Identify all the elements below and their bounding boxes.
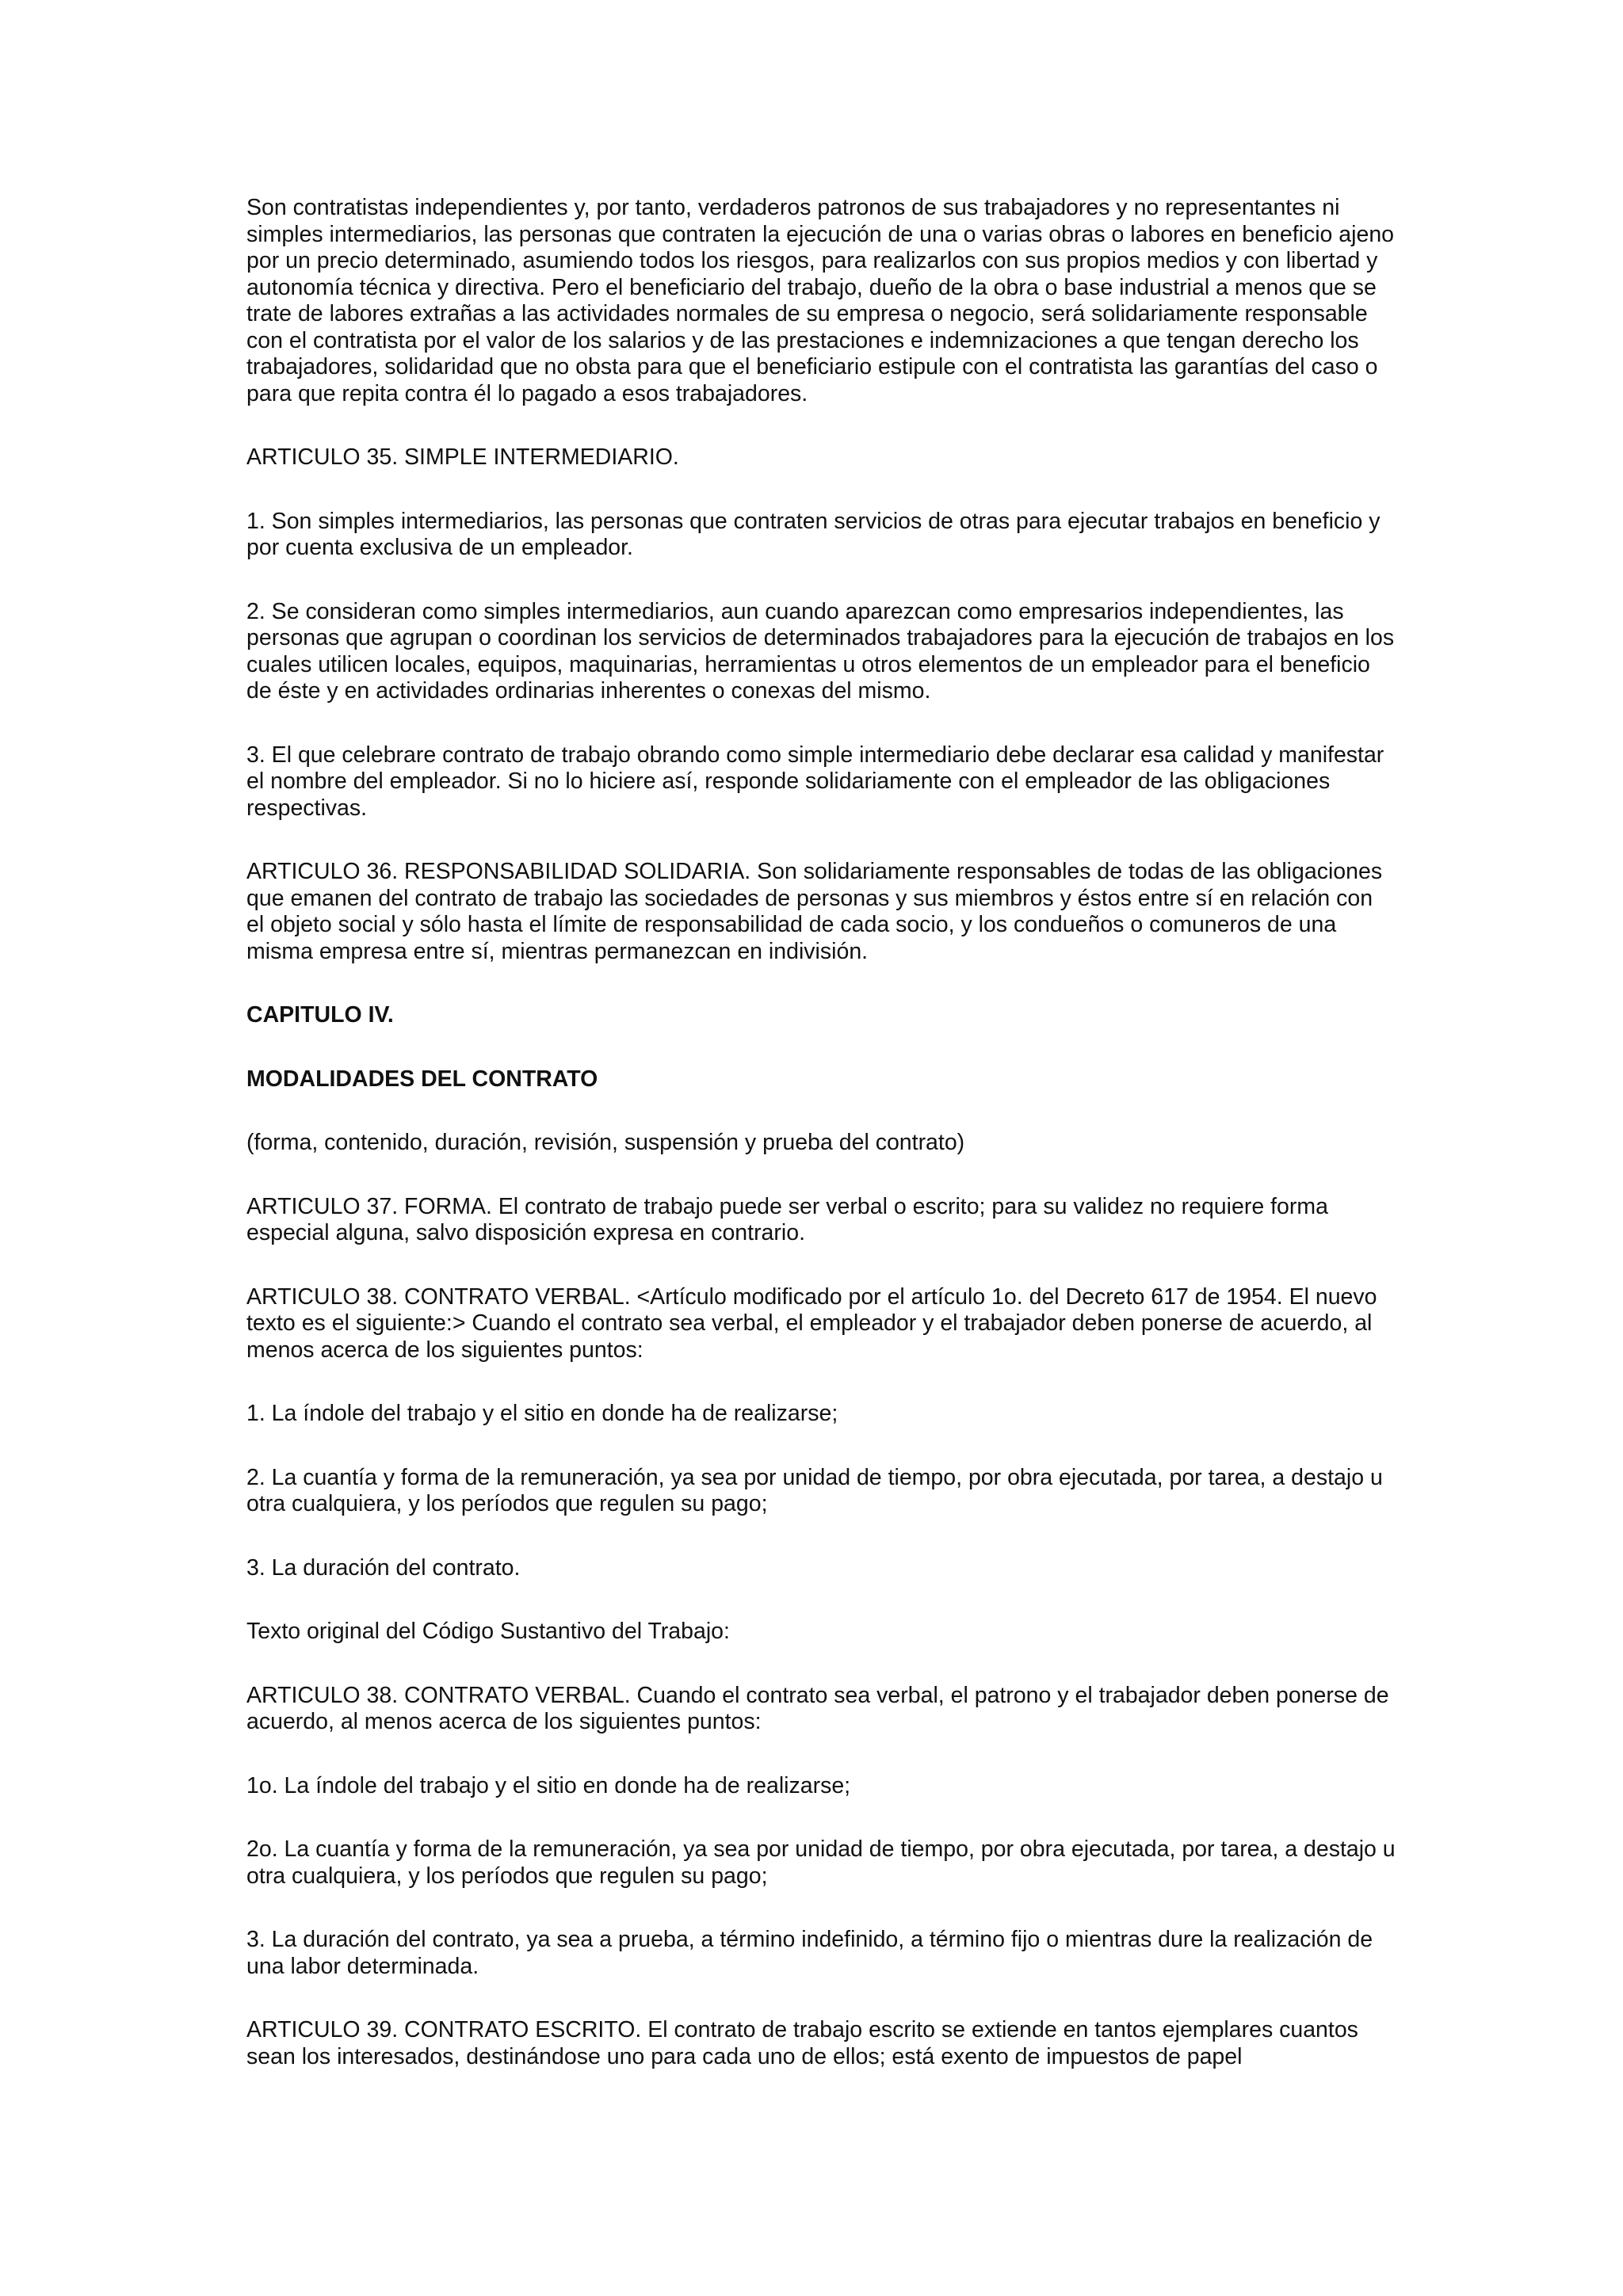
paragraph-art38-item-1: 1. La índole del trabajo y el sitio en donde ha de realizarse;	[246, 1401, 838, 1426]
paragraph-art38-item-2: 2. La cuantía y forma de la remuneración, ya sea por unidad de tiempo, por obra ejecutada, por tarea, a destajo u otra cualquiera, y los períodos que regulen su pago;	[246, 1464, 1383, 1516]
paragraph-art38-original-item-2: 2o. La cuantía y forma de la remuneración, ya sea por unidad de tiempo, por obra ejecutada, por tarea, a destajo u otra cualquiera, y los períodos que regulen su pago;	[246, 1836, 1396, 1889]
document-page	[246, 195, 1396, 2107]
paragraph-art35-item-3: 3. El que celebrare contrato de trabajo obrando como simple intermediario debe declarar esa calidad y manifestar el nombre del empleador. Si no lo hiciere así, responde solidariamente con el empleador de las obligaciones respectivas.	[246, 742, 1384, 821]
paragraph-art35-item-2: 2. Se consideran como simples intermediarios, aun cuando aparezcan como empresarios independientes, las personas que agrupan o coordinan los servicios de determinados trabajadores para la ejecución de trabajos en los cuales utilicen locales, equipos, maquinarias, herramientas u otros elementos de un empleador para el beneficio de éste y en actividades ordinarias inherentes o conexas del mismo.	[246, 598, 1395, 704]
paragraph-contratistas-independientes: Son contratistas independientes y, por tanto, verdaderos patronos de sus trabajadores y no representantes ni simples intermediarios, las personas que contraten la ejecución de una o varias obras o labores en beneficio ajeno por un precio determinado, asumiendo todos los riesgos, para realizarlos con sus propios medios y con libertad y autonomía técnica y directiva. Pero el beneficiario del trabajo, dueño de la obra o base industrial a menos que se trate de labores extrañas a las actividades normales de su empresa o negocio, será solidariamente responsable con el contratista por el valor de los salarios y de las prestaciones e indemnizaciones a que tengan derecho los trabajadores, solidaridad que no obsta para que el beneficiario estipule con el contratista las garantías del caso o para que repita contra él lo pagado a esos trabajadores.	[246, 195, 1395, 406]
paragraph-subtitle-forma-contenido: (forma, contenido, duración, revisión, suspensión y prueba del contrato)	[246, 1130, 965, 1155]
paragraph-art35-item-1: 1. Son simples intermediarios, las personas que contraten servicios de otras para ejecutar trabajos en beneficio y por cuenta exclusiva de un empleador.	[246, 508, 1381, 560]
paragraph-articulo-37: ARTICULO 37. FORMA. El contrato de trabajo puede ser verbal o escrito; para su validez no requiere forma especial alguna, salvo disposición expresa en contrario.	[246, 1193, 1328, 1245]
paragraph-articulo-38-modificado: ARTICULO 38. CONTRATO VERBAL. <Artículo modificado por el artículo 1o. del Decreto 617 de 1954. El nuevo texto es el siguiente:> Cuando el contrato sea verbal, el empleador y el trabajador deben ponerse de acuerdo, al menos acerca de los siguientes puntos:	[246, 1283, 1377, 1363]
paragraph-articulo-36: ARTICULO 36. RESPONSABILIDAD SOLIDARIA. Son solidariamente responsables de todas de las obligaciones que emanen del contrato de trabajo las sociedades de personas y sus miembros y éstos entre sí en relación con el objeto social y sólo hasta el límite de responsabilidad de cada socio, y los condueños o comuneros de una misma empresa entre sí, mientras permanezcan en indivisión.	[246, 859, 1383, 964]
heading-modalidades-del-contrato: MODALIDADES DEL CONTRATO	[246, 1066, 598, 1092]
paragraph-art38-item-3: 3. La duración del contrato.	[246, 1554, 521, 1581]
paragraph-art38-original-item-1: 1o. La índole del trabajo y el sitio en donde ha de realizarse;	[246, 1772, 851, 1798]
paragraph-articulo-39: ARTICULO 39. CONTRATO ESCRITO. El contrato de trabajo escrito se extiende en tantos ejemplares cuantos sean los interesados, destinándose uno para cada uno de ellos; está exento de impuestos de papel	[246, 2017, 1358, 2069]
heading-articulo-35: ARTICULO 35. SIMPLE INTERMEDIARIO.	[246, 444, 679, 470]
paragraph-art38-original-item-3: 3. La duración del contrato, ya sea a prueba, a término indefinido, a término fijo o mientras dure la realización de una labor determinada.	[246, 1927, 1373, 1979]
heading-capitulo-iv: CAPITULO IV.	[246, 1002, 394, 1028]
paragraph-articulo-38-original: ARTICULO 38. CONTRATO VERBAL. Cuando el contrato sea verbal, el patrono y el trabajador deben ponerse de acuerdo, al menos acerca de los siguientes puntos:	[246, 1682, 1389, 1734]
paragraph-texto-original: Texto original del Código Sustantivo del Trabajo:	[246, 1619, 730, 1644]
